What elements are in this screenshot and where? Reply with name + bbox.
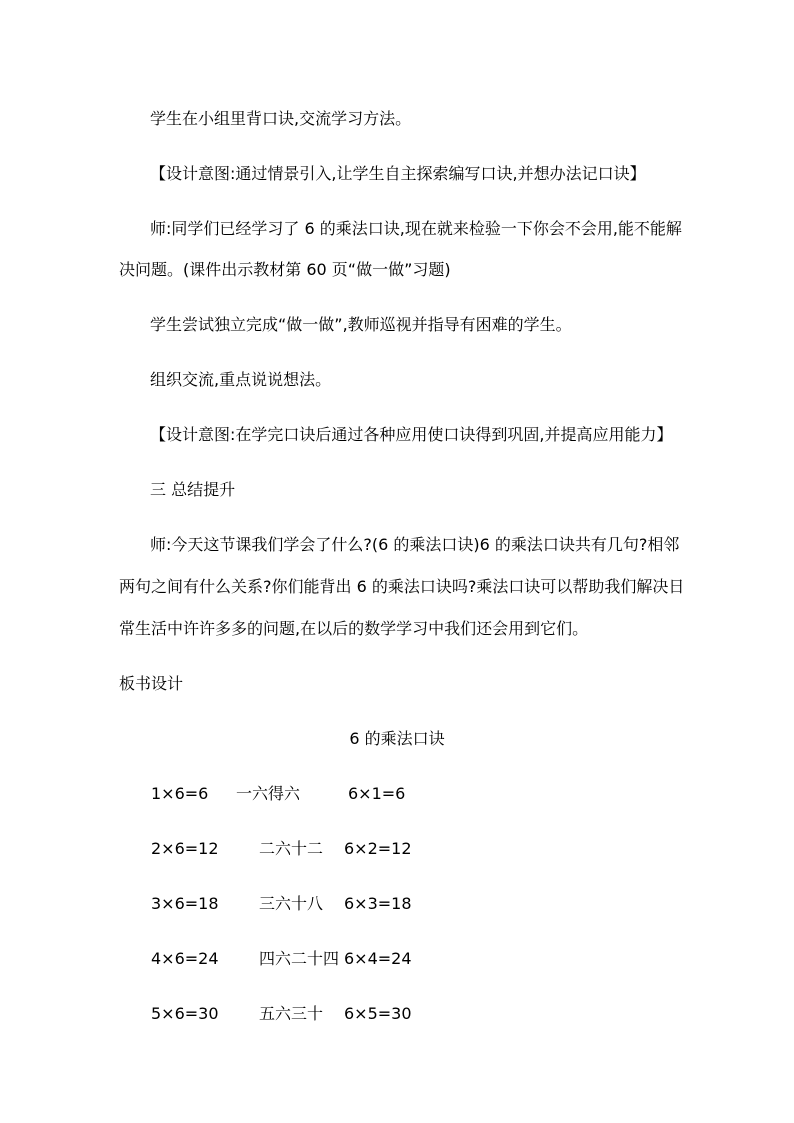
design-intent-2: 【设计意图:在学完口诀后通过各种应用使口诀得到巩固,并提高应用能力】 (150, 425, 673, 444)
paragraph-group-recite: 学生在小组里背口诀,交流学习方法。 (150, 109, 412, 128)
paragraph-summary-line3: 常生活中许许多多的问题,在以后的数学学习中我们还会用到它们。 (119, 619, 589, 638)
equation-right: 6×3=18 (344, 894, 412, 913)
equation-left: 3×6=18 (151, 894, 219, 913)
rhyme: 一六得六 (236, 784, 301, 803)
paragraph-teacher-check-line1: 师:同学们已经学习了 6 的乘法口诀,现在就来检验一下你会不会用,能不能解 (150, 219, 682, 238)
rhyme: 三六十八 (259, 894, 324, 913)
table-row (0, 949, 794, 969)
equation-right: 6×5=30 (344, 1004, 412, 1023)
paragraph-teacher-check-line2: 决问题。(课件出示教材第 60 页“做一做”习题) (119, 260, 451, 279)
equation-right: 6×4=24 (344, 949, 412, 968)
section-heading-summary: 三 总结提升 (150, 480, 236, 499)
board-design-label: 板书设计 (119, 674, 184, 693)
paragraph-summary-line2: 两句之间有什么关系?你们能背出 6 的乘法口诀吗?乘法口诀可以帮助我们解决日 (119, 577, 685, 596)
paragraph-organize-exchange: 组织交流,重点说说想法。 (150, 370, 332, 389)
equation-left: 5×6=30 (151, 1004, 219, 1023)
table-row (0, 784, 794, 804)
equation-left: 1×6=6 (151, 784, 209, 803)
rhyme: 五六三十 (259, 1004, 324, 1023)
equation-left: 4×6=24 (151, 949, 219, 968)
equation-right: 6×1=6 (348, 784, 406, 803)
paragraph-student-attempt: 学生尝试独立完成“做一做”,教师巡视并指导有困难的学生。 (150, 315, 572, 334)
table-row (0, 1004, 794, 1024)
equation-right: 6×2=12 (344, 839, 412, 858)
table-row (0, 894, 794, 914)
rhyme: 二六十二 (259, 839, 324, 858)
equation-left: 2×6=12 (151, 839, 219, 858)
rhyme: 四六二十四 (259, 949, 340, 968)
design-intent-1: 【设计意图:通过情景引入,让学生自主探索编写口诀,并想办法记口诀】 (150, 164, 646, 183)
paragraph-summary-line1: 师:今天这节课我们学会了什么?(6 的乘法口诀)6 的乘法口诀共有几句?相邻 (150, 535, 680, 554)
table-row (0, 839, 794, 859)
board-title: 6 的乘法口诀 (349, 729, 445, 748)
